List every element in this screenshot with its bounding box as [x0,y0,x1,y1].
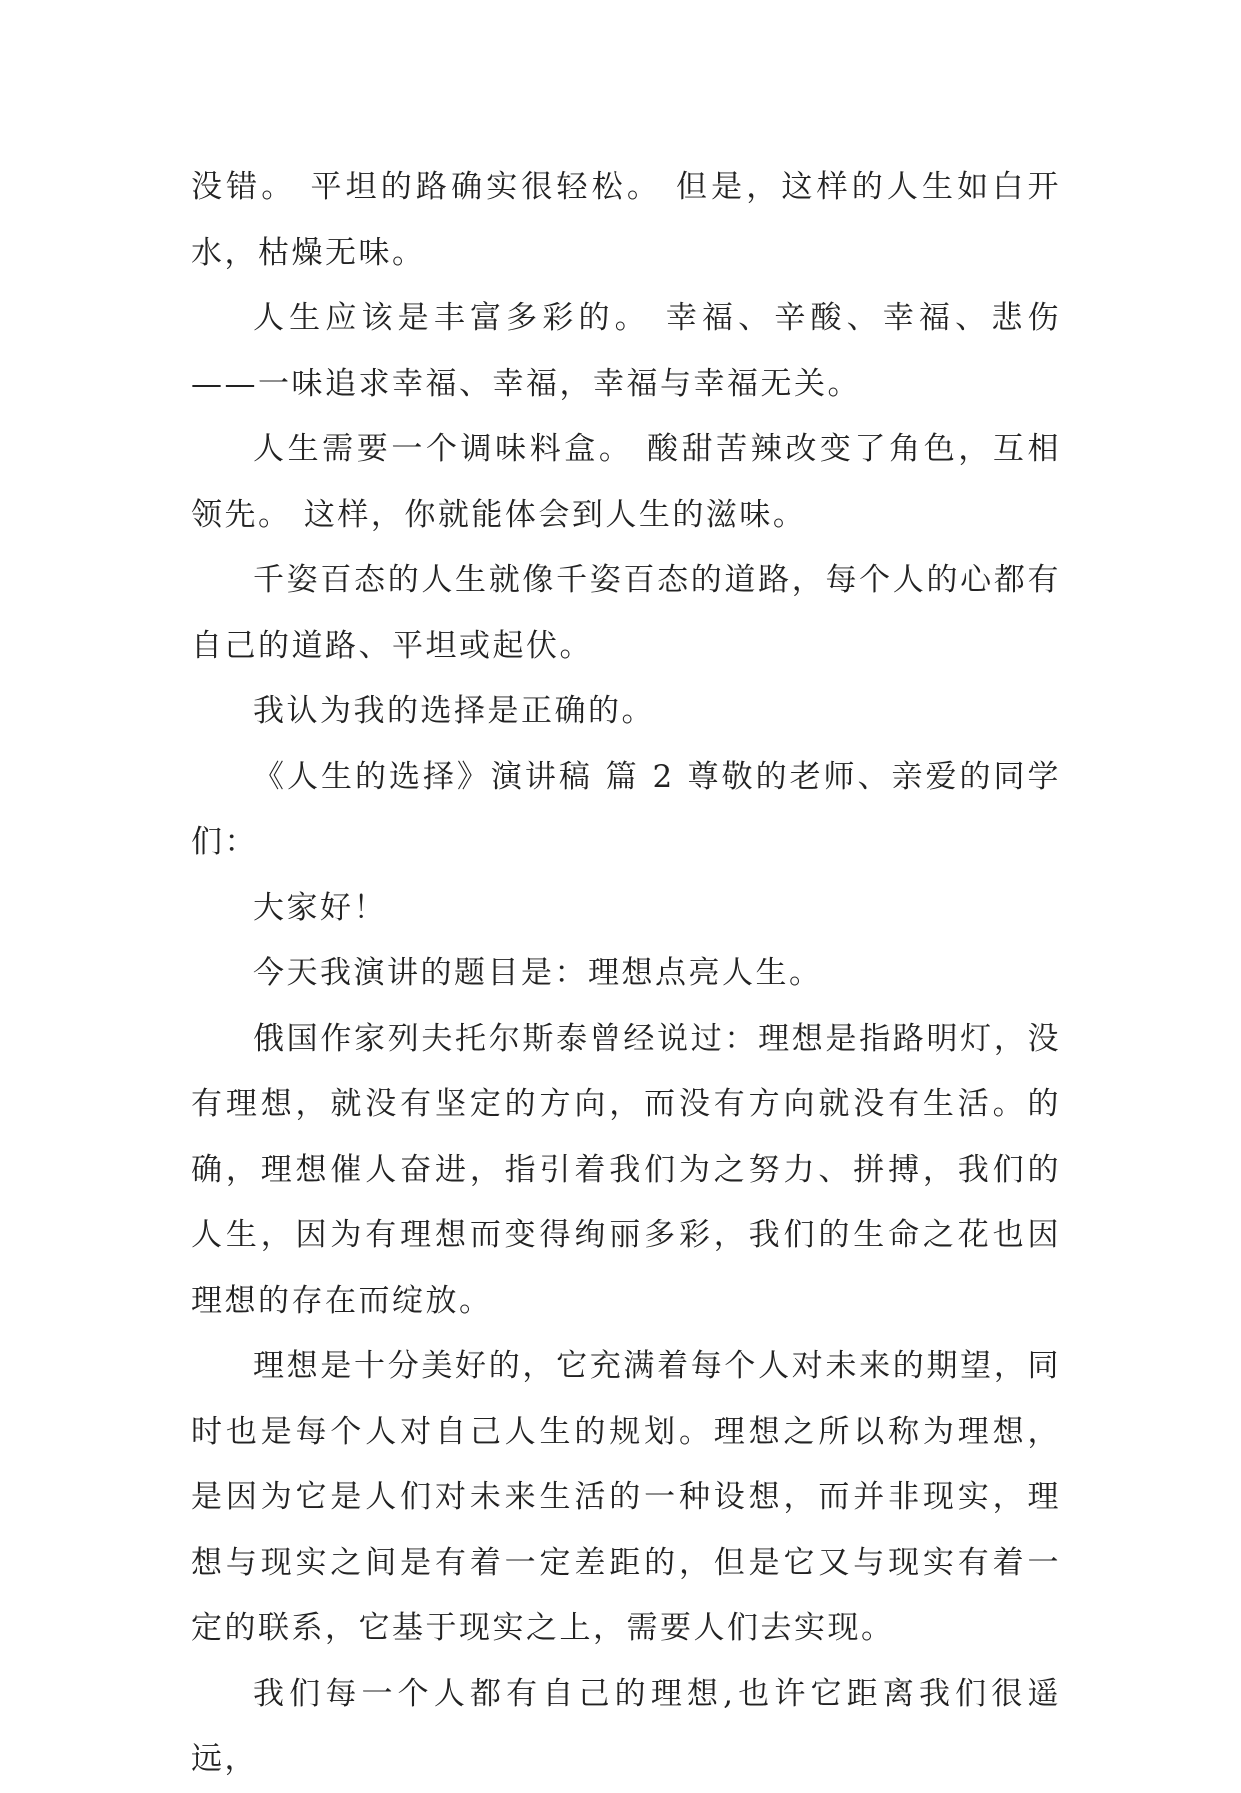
paragraph-2: 人生应该是丰富多彩的。 幸福、辛酸、幸福、悲伤——一味追求幸福、幸福，幸福与幸福无关。 [191,300,1061,402]
paragraph-1: 没错。 平坦的路确实很轻松。 但是，这样的人生如白开水，枯燥无味。 [191,169,1061,271]
paragraph-9: 俄国作家列夫托尔斯泰曾经说过：理想是指路明灯，没有理想，就没有坚定的方向，而没有方向就没有生活。的确，理想催人奋进，指引着我们为之努力、拼搏，我们的人生，因为有理想而变得绚丽多彩，我们的生命之花也因理想的存在而绽放。 [191,1020,1061,1319]
speech-title-paragraph: 《人生的选择》演讲稿 篇 2 尊敬的老师、亲爱的同学们： [191,758,1061,860]
paragraph-10: 理想是十分美好的，它充满着每个人对未来的期望，同时也是每个人对自己人生的规划。理想之所以称为理想，是因为它是人们对未来生活的一种设想，而并非现实，理想与现实之间是有着一定差距的，但是它又与现实有着一定的联系，它基于现实之上，需要人们去实现。 [191,1348,1061,1646]
paragraph-4: 千姿百态的人生就像千姿百态的道路，每个人的心都有自己的道路、平坦或起伏。 [191,562,1061,664]
paragraph-5: 我认为我的选择是正确的。 [253,693,655,729]
document-body [191,155,1061,1793]
topic-paragraph: 今天我演讲的题目是：理想点亮人生。 [253,955,823,991]
paragraph-11: 我们每一个人都有自己的理想,也许它距离我们很遥远， [191,1675,1061,1777]
greeting-paragraph: 大家好！ [253,889,387,926]
paragraph-3: 人生需要一个调味料盒。 酸甜苦辣改变了角色，互相领先。 这样，你就能体会到人生的滋味。 [191,431,1061,533]
